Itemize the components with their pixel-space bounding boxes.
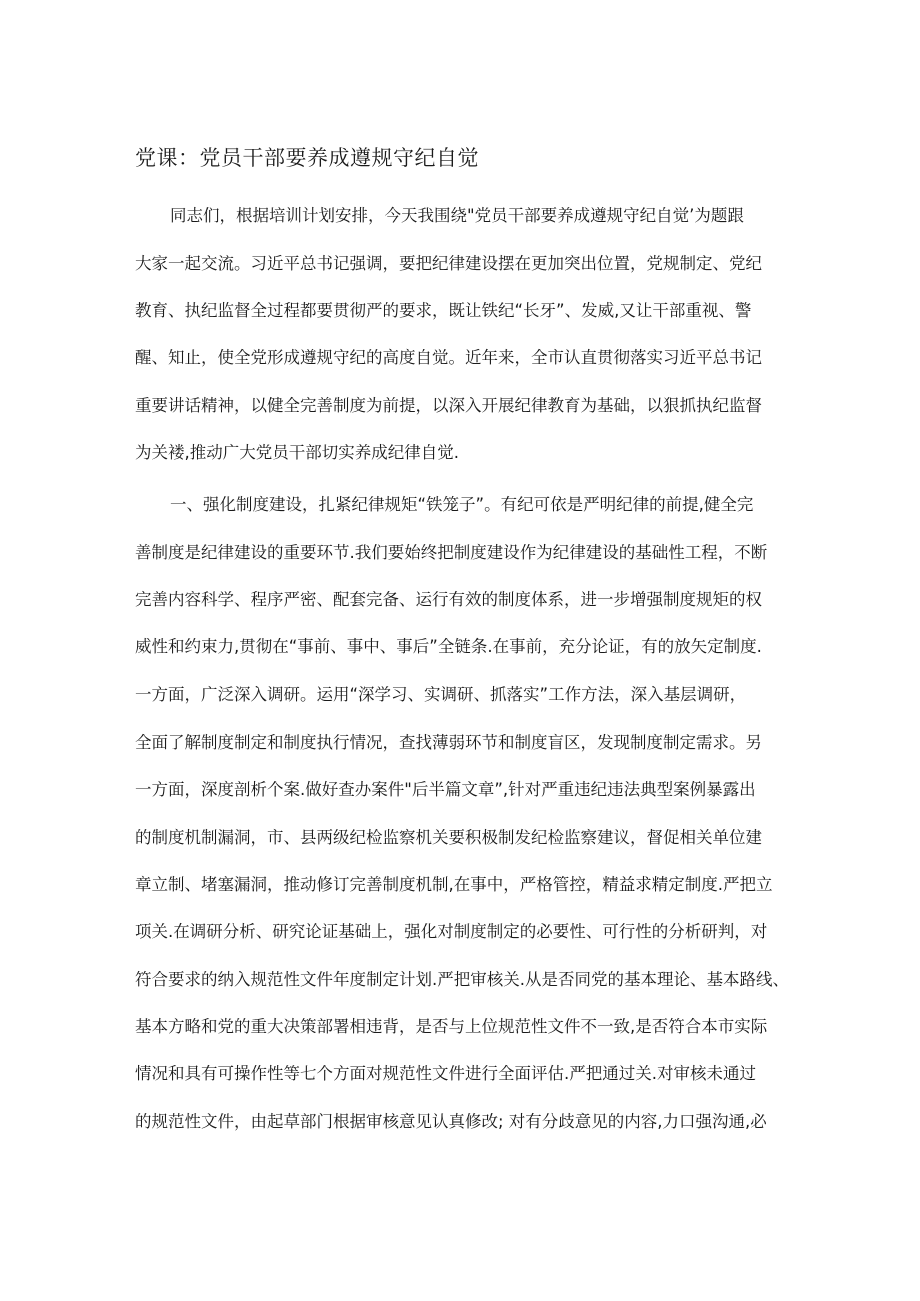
paragraph-line: 基本方略和党的重大决策部署相违背，是否与上位规范性文件不一致,是否符合本市实际 — [135, 1017, 768, 1036]
paragraph-line: 威性和约束力,贯彻在“事前、事中、事后”全链条.在事前，充分论证，有的放矢定制度. — [135, 637, 762, 656]
paragraph-line: 符合要求的纳入规范性文件年度制定计划.严把审核关.从是否同党的基本理论、基本路线、 — [135, 970, 789, 989]
paragraph-line: 的规范性文件，由起草部门根据审核意见认真修改; 对有分歧意见的内容,力口强沟通,必 — [135, 1112, 767, 1131]
document-title: 党课：党员干部要养成遵规守纪自觉 — [135, 146, 479, 170]
paragraph-line: 醒、知止，使全党形成遵规守纪的高度自觉。近年来，全市认直贯彻落实习近平总书记 — [135, 348, 762, 367]
paragraph-line: 章立制、堵塞漏洞，推动修订完善制度机制,在事中，严格管控，精益求精定制度.严把立 — [135, 875, 773, 894]
paragraph-line: 完善内容科学、程序严密、配套完备、运行有效的制度体系，进一步增强制度规矩的权 — [135, 590, 762, 609]
paragraph-line: 情况和具有可操作性等七个方面对规范性文件进行全面评估.严把通过关.对审核未通过 — [135, 1064, 756, 1083]
paragraph-line: 的制度机制漏洞，市、县两级纪检监察机关要积极制发纪检监察建议，督促相关单位建 — [135, 828, 762, 847]
paragraph-line: 一方面，广泛深入调研。运用“深学习、实调研、抓落实”工作方法，深入基层调研， — [135, 685, 747, 704]
paragraph-line: 善制度是纪律建设的重要环节.我们要始终把制度建设作为纪律建设的基础性工程，不断 — [135, 543, 768, 562]
paragraph-line: 大家一起交流。习近平总书记强调，要把纪律建设摆在更加突出位置，党规制定、党纪 — [135, 254, 762, 273]
paragraph-line: 一、强化制度建设，扎紧纪律规矩“铁笼子”。有纪可依是严明纪律的前提,健全完 — [170, 495, 754, 514]
paragraph-line: 一方面，深度剖析个案.做好查办案件"后半篇文章”,针对严重违纪违法典型案例暴露出 — [135, 780, 756, 799]
paragraph-line: 全面了解制度制定和制度执行情况，查找薄弱环节和制度盲区，发现制度制定需求。另 — [135, 733, 762, 752]
paragraph-line: 为关褛,推动广大党员干部切实养成纪律自觉. — [135, 443, 459, 462]
paragraph-line: 教育、执纪监督全过程都要贯彻严的要求，既让铁纪“长牙”、发威,又让干部重视、警 — [135, 301, 752, 320]
paragraph-line: 重要讲话精神，以健全完善制度为前提，以深入开展纪律教育为基础，以狠抓执纪监督 — [135, 396, 762, 415]
paragraph-line: 同志们，根据培训计划安排，今天我围绕"党员干部要养成遵规守纪自觉’为题跟 — [170, 206, 744, 225]
paragraph-line: 项关.在调研分析、研究论证基础上，强化对制度制定的必要性、可行性的分析研判，对 — [135, 922, 768, 941]
